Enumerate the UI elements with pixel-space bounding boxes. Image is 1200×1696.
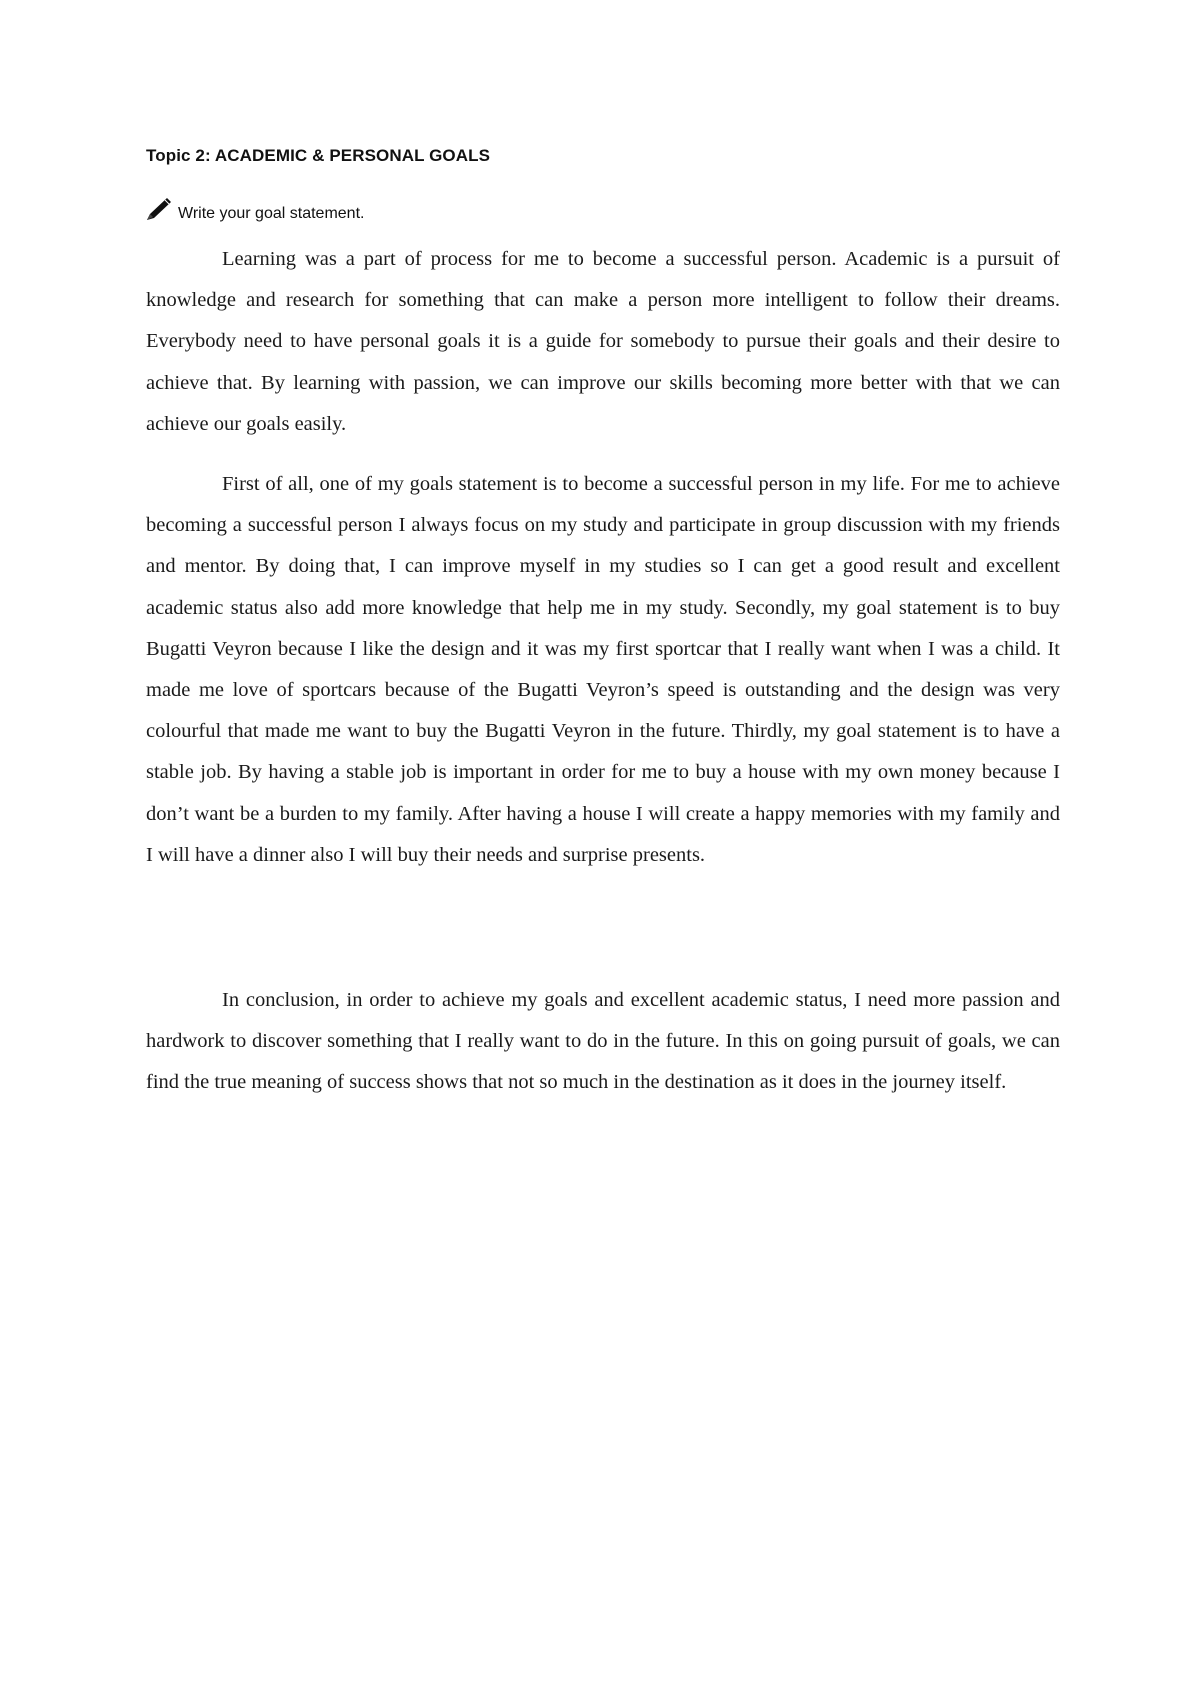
paragraph-body: First of all, one of my goals statement is to become a successful person in my life. For me to achieve becoming a successful person I always focus on my study and participate in group discussion with my friends and mentor. By doing that, I can improve myself in my studies so I can get a good result and excellent academic status also add more knowledge that help me in my study. Secondly, my goal statement is to buy Bugatti Veyron because I like the design and it was my first sportcar that I really want when I was a child. It made me love of sportcars because of the Bugatti Veyron’s speed is outstanding and the design was very colourful that made me want to buy the Bugatti Veyron in the future. Thirdly, my goal statement is to have a stable job. By having a stable job is important in order for me to buy a house with my own money because I don’t want be a burden to my family. After having a house I will create a happy memories with my family and I will have a dinner also I will buy their needs and surprise presents. (146, 473, 1060, 866)
instruction-text: Write your goal statement. (178, 205, 365, 222)
topic-heading: Topic 2: ACADEMIC & PERSONAL GOALS (146, 146, 491, 165)
instruction-line (144, 188, 364, 224)
pencil-icon (144, 196, 174, 224)
paragraph-conclusion: In conclusion, in order to achieve my goals and excellent academic status, I need more passion and hardwork to discover something that I really want to do in the future. In this on going pursuit of goals, we can find the true meaning of success shows that not so much in the destination as it does in the journey itself. (146, 989, 1060, 1094)
paragraph-introduction: Learning was a part of process for me to become a successful person. Academic is a pursuit of knowledge and research for something that can make a person more intelligent to follow their dreams. Everybody need to have personal goals it is a guide for somebody to pursue their goals and their desire to achieve that. By learning with passion, we can improve our skills becoming more better with that we can achieve our goals easily. (146, 248, 1060, 435)
